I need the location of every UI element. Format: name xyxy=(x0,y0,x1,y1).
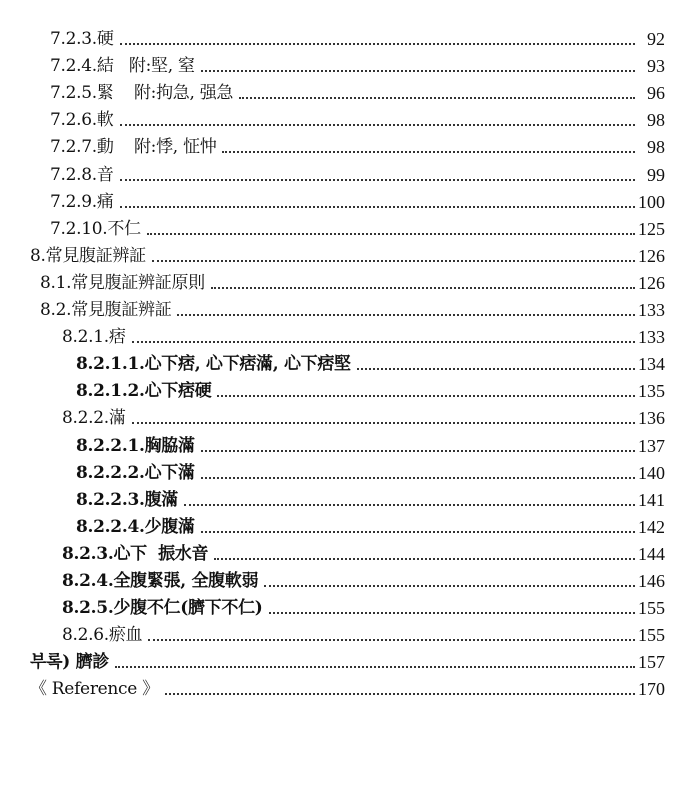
toc-entry-title: 8.2.4.全腹緊張, 全腹軟弱 xyxy=(62,570,259,591)
toc-entry-title: 8.常見腹証辨証 xyxy=(30,245,146,266)
toc-entry-page: 157 xyxy=(638,652,665,673)
toc-entry-page: 99 xyxy=(647,164,665,185)
dot-leader xyxy=(201,531,635,533)
toc-entry-title: 8.2.5.少腹不仁(臍下不仁) xyxy=(62,598,263,619)
toc-entry xyxy=(0,347,700,374)
toc-entry-page: 140 xyxy=(638,462,665,483)
toc-entry xyxy=(0,564,700,591)
toc-entry-page: 98 xyxy=(647,110,665,131)
dot-leader xyxy=(211,287,635,289)
toc-entry xyxy=(0,293,700,320)
toc-entry xyxy=(0,428,700,455)
dot-leader xyxy=(217,395,635,397)
dot-leader xyxy=(132,422,635,424)
toc-entry xyxy=(0,401,700,428)
toc-entry-title: 8.2.常見腹証辨証 xyxy=(40,300,172,321)
dot-leader xyxy=(264,585,635,587)
toc-entry-title: 7.2.9.痛 xyxy=(50,191,114,212)
toc-entry xyxy=(0,212,700,239)
toc-entry xyxy=(0,320,700,347)
toc-entry-page: 134 xyxy=(638,354,665,375)
toc-entry-page: 92 xyxy=(647,29,665,50)
toc-entry xyxy=(0,239,700,266)
dot-leader xyxy=(115,666,635,668)
dot-leader xyxy=(152,260,635,262)
toc-entry xyxy=(0,157,700,184)
toc-entry-page: 155 xyxy=(638,625,665,646)
toc-entry-page: 142 xyxy=(638,516,665,537)
dot-leader xyxy=(177,314,635,316)
toc-entry-page: 146 xyxy=(638,570,665,591)
toc-entry-page: 137 xyxy=(638,435,665,456)
toc-entry-page: 135 xyxy=(638,381,665,402)
toc-entry-page: 133 xyxy=(638,300,665,321)
dot-leader xyxy=(201,477,635,479)
toc-entry xyxy=(0,618,700,645)
toc-entry-title: 7.2.8.音 xyxy=(50,164,114,185)
toc-entry-page: 136 xyxy=(638,408,665,429)
toc-entry-title: 8.2.2.滿 xyxy=(62,408,126,429)
toc-entry-title: 7.2.3.硬 xyxy=(50,29,114,50)
dot-leader xyxy=(184,504,635,506)
toc-entry xyxy=(0,672,700,699)
toc-entry xyxy=(0,130,700,157)
dot-leader xyxy=(147,233,635,235)
toc-entry-title: 부록) 臍診 xyxy=(30,652,110,673)
toc-entry xyxy=(0,591,700,618)
toc-entry-title: 7.2.7.動 附:悸, 怔忡 xyxy=(50,137,217,158)
toc-entry-title: 8.2.1.1.心下痞, 心下痞滿, 心下痞堅 xyxy=(76,354,351,375)
toc-entry-title: 8.1.常見腹証辨証原則 xyxy=(40,272,205,293)
toc-entry-title: 8.2.2.1.胸脇滿 xyxy=(76,435,195,456)
toc-entry xyxy=(0,510,700,537)
dot-leader xyxy=(120,43,635,45)
toc-entry xyxy=(0,456,700,483)
toc-entry-title: 7.2.6.軟 xyxy=(50,110,114,131)
toc-entry xyxy=(0,374,700,401)
toc-entry-page: 93 xyxy=(647,56,665,77)
toc-entry-title: 8.2.1.2.心下痞硬 xyxy=(76,381,212,402)
toc-entry-page: 126 xyxy=(638,245,665,266)
toc-entry xyxy=(0,483,700,510)
toc-entry-page: 144 xyxy=(638,543,665,564)
dot-leader xyxy=(201,70,635,72)
toc-entry-page: 98 xyxy=(647,137,665,158)
dot-leader xyxy=(222,151,635,153)
table-of-contents xyxy=(0,22,700,699)
toc-entry xyxy=(0,49,700,76)
toc-entry xyxy=(0,645,700,672)
toc-entry xyxy=(0,537,700,564)
toc-entry-title: 8.2.2.2.心下滿 xyxy=(76,462,195,483)
dot-leader xyxy=(165,693,635,695)
toc-entry-title: 7.2.4.結 附:堅, 窒 xyxy=(50,56,195,77)
toc-entry-page: 100 xyxy=(638,191,665,212)
toc-entry-page: 96 xyxy=(647,83,665,104)
dot-leader xyxy=(148,639,635,641)
dot-leader xyxy=(357,368,635,370)
toc-entry xyxy=(0,22,700,49)
dot-leader xyxy=(120,124,635,126)
dot-leader xyxy=(214,558,635,560)
toc-entry-title: 8.2.3.心下 振水音 xyxy=(62,543,209,564)
toc-entry xyxy=(0,185,700,212)
dot-leader xyxy=(201,450,635,452)
dot-leader xyxy=(120,179,635,181)
toc-entry-title: 7.2.5.緊 附:拘急, 强急 xyxy=(50,83,234,104)
toc-entry-title: 8.2.6.瘀血 xyxy=(62,625,143,646)
dot-leader xyxy=(269,612,635,614)
toc-entry-title: 8.2.2.4.少腹滿 xyxy=(76,516,195,537)
dot-leader xyxy=(239,97,635,99)
toc-entry-page: 155 xyxy=(638,598,665,619)
toc-entry-title: 8.2.2.3.腹滿 xyxy=(76,489,178,510)
toc-entry xyxy=(0,76,700,103)
toc-entry-page: 133 xyxy=(638,327,665,348)
toc-entry-page: 170 xyxy=(638,679,665,700)
toc-entry-page: 126 xyxy=(638,272,665,293)
toc-entry-page: 125 xyxy=(638,218,665,239)
dot-leader xyxy=(120,206,635,208)
toc-entry xyxy=(0,266,700,293)
toc-entry-title: 《 Reference 》 xyxy=(30,679,159,700)
toc-entry-page: 141 xyxy=(638,489,665,510)
toc-entry xyxy=(0,103,700,130)
toc-entry-title: 8.2.1.痞 xyxy=(62,327,126,348)
toc-entry-title: 7.2.10.不仁 xyxy=(50,218,141,239)
dot-leader xyxy=(132,341,635,343)
